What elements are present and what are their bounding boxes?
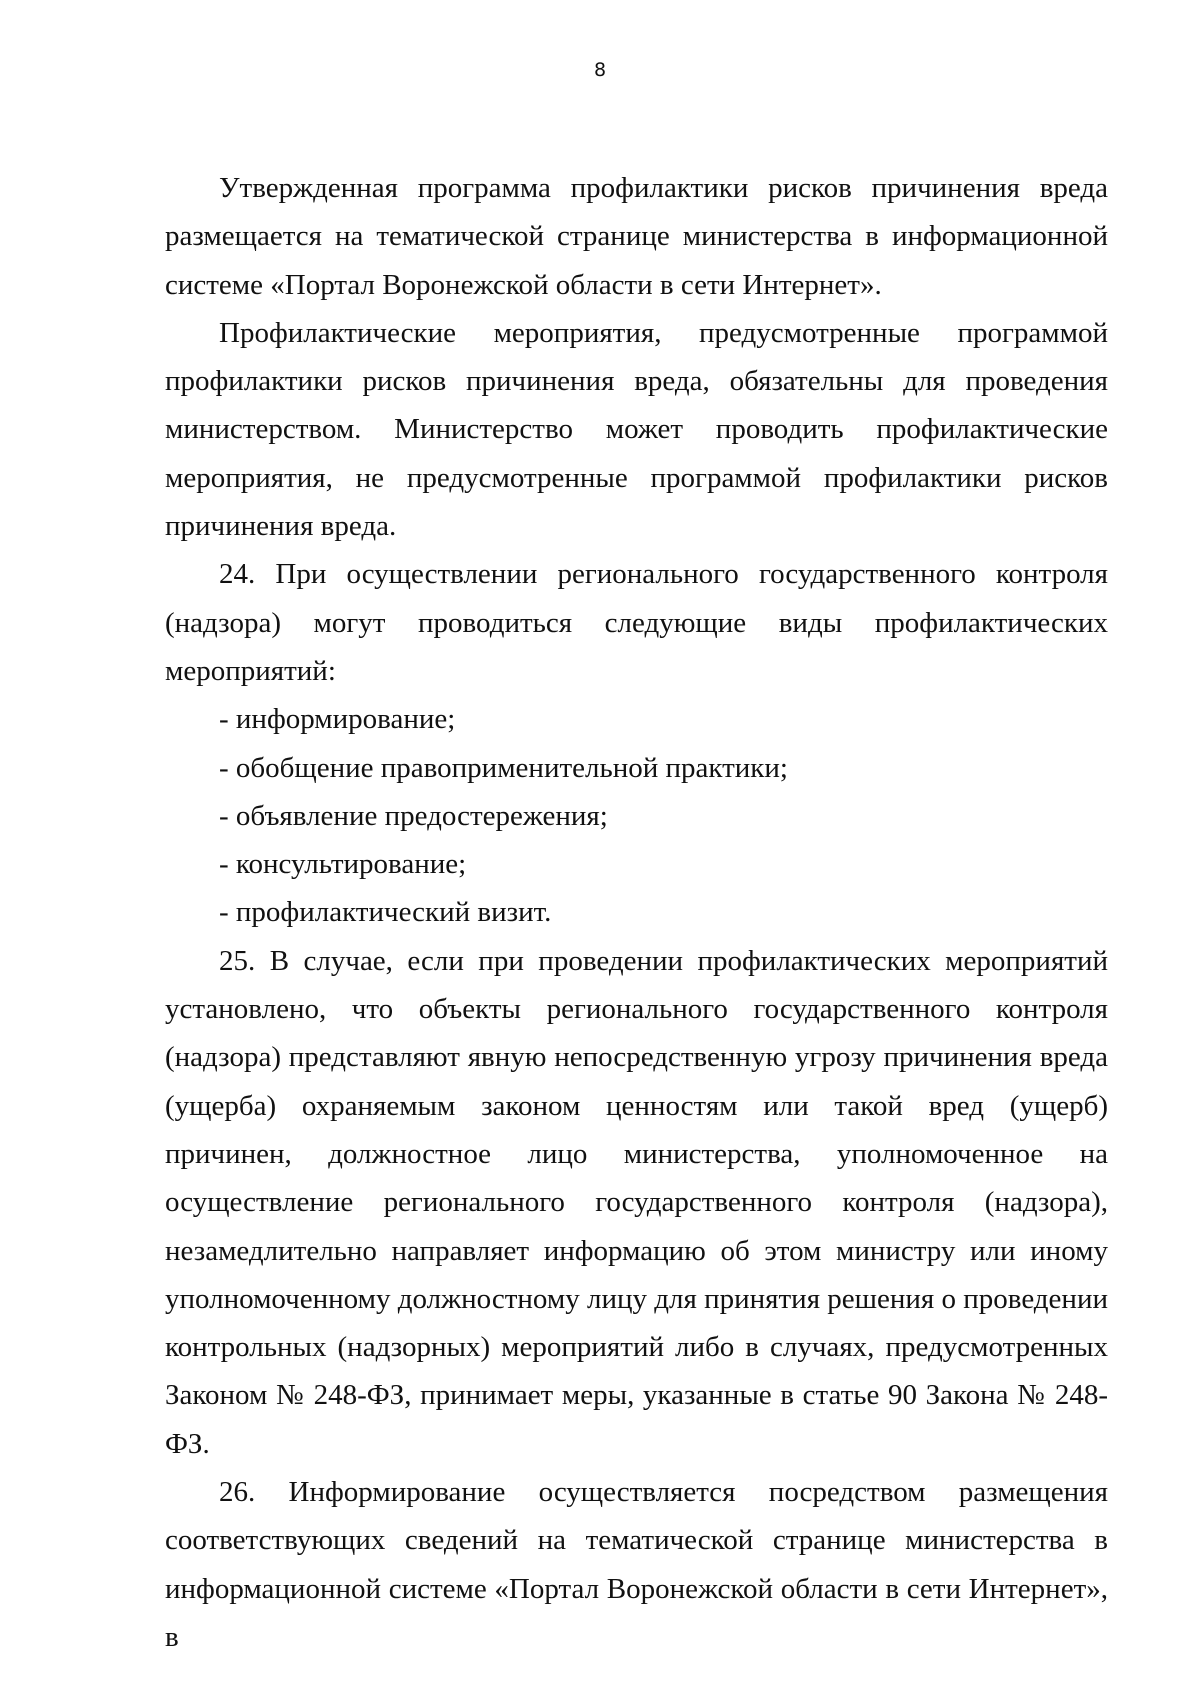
paragraph-24: 24. При осуществлении регионального государственного контроля (надзора) могут проводиться следующие виды профилактических мероприятий: bbox=[165, 558, 1108, 687]
list-item: - информирование; bbox=[219, 703, 456, 736]
list-item: - объявление предостережения; bbox=[219, 799, 608, 832]
document-body bbox=[165, 164, 1108, 1661]
page-number: 8 bbox=[593, 59, 607, 81]
list-item: - профилактический визит. bbox=[219, 896, 552, 929]
preventive-measures-list bbox=[165, 695, 1108, 936]
list-item: - обобщение правоприменительной практики; bbox=[219, 751, 788, 784]
paragraph-25: 25. В случае, если при проведении профилактических мероприятий установлено, что объекты регионального государственного контроля (надзора) представляют явную непосредственную угрозу причинения вреда (ущерба) охраняемым законом ценностям или такой вред (ущерб) причинен, должностное лицо министерства, уполномоченное на осуществление регионального государственного контроля (надзора), незамедлительно направляет информацию об этом министру или иному уполномоченному должностному лицу для принятия решения о проведении контрольных (надзорных) мероприятий либо в случаях, предусмотренных Законом № 248-ФЗ, принимает меры, указанные в статье 90 Закона № 248-ФЗ. bbox=[165, 944, 1108, 1460]
paragraph-program-placement: Утвержденная программа профилактики рисков причинения вреда размещается на тематической странице министерства в информационной системе «Портал Воронежской области в сети Интернет». bbox=[165, 172, 1108, 301]
paragraph-26: 26. Информирование осуществляется посредством размещения соответствующих сведений на тематической странице министерства в информационной системе «Портал Воронежской области в сети Интернет», в bbox=[165, 1476, 1108, 1653]
list-item: - консультирование; bbox=[219, 848, 467, 881]
paragraph-preventive-measures: Профилактические мероприятия, предусмотренные программой профилактики рисков причинения вреда, обязательны для проведения министерством. Министерство может проводить профилактические мероприятия, не предусмотренные программой профилактики рисков причинения вреда. bbox=[165, 316, 1108, 543]
